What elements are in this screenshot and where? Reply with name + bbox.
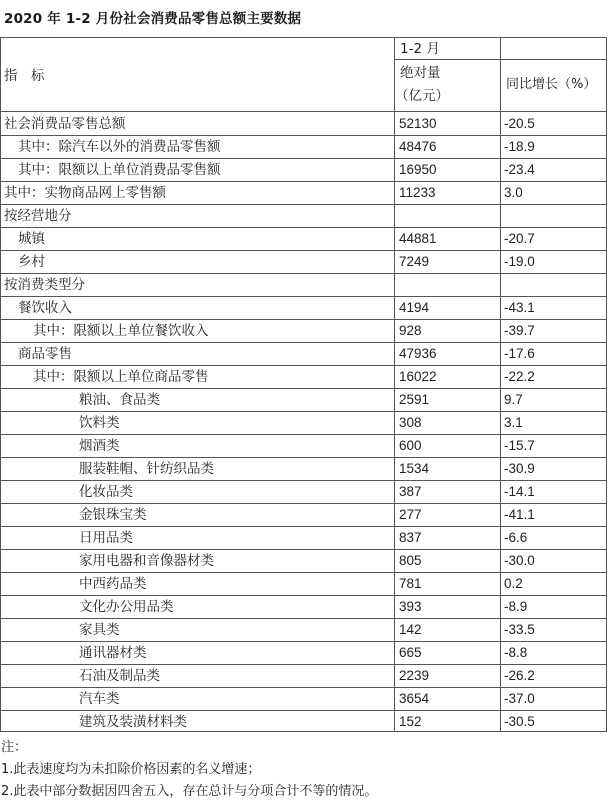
row-value: 152 [399, 714, 422, 729]
page-title: 2020 年 1-2 月份社会消费品零售总额主要数据 [4, 11, 302, 27]
row-growth: 3.0 [504, 185, 523, 200]
row-value: 781 [399, 576, 422, 591]
header-growth: 同比增长（%） [506, 77, 597, 92]
row-value: 387 [399, 484, 422, 499]
row-divider [1, 687, 606, 688]
row-growth: -43.1 [504, 300, 535, 315]
row-label: 化妆品类 [79, 484, 133, 500]
data-table [0, 37, 607, 732]
row-label: 餐饮收入 [18, 300, 72, 316]
row-divider [1, 434, 606, 435]
row-growth: -23.4 [504, 162, 535, 177]
row-divider [1, 549, 606, 550]
row-growth: -20.5 [504, 116, 535, 131]
row-value: 277 [399, 507, 422, 522]
row-label: 商品零售 [18, 346, 72, 362]
row-growth: -41.1 [504, 507, 535, 522]
row-growth: -15.7 [504, 438, 535, 453]
header-absolute: 绝对量 [400, 65, 441, 81]
row-label: 日用品类 [79, 530, 133, 546]
note-item: 1.此表速度均为未扣除价格因素的名义增速； [1, 762, 261, 777]
row-growth: -39.7 [504, 323, 535, 338]
row-label: 粮油、食品类 [79, 392, 160, 408]
row-growth: -30.5 [504, 714, 535, 729]
row-value: 2239 [399, 668, 430, 683]
row-growth: -33.5 [504, 622, 535, 637]
row-divider [1, 250, 606, 251]
row-growth: -18.9 [504, 139, 535, 154]
row-divider [1, 618, 606, 619]
row-value: 44881 [399, 231, 437, 246]
row-growth: 9.7 [504, 392, 523, 407]
row-divider [1, 227, 606, 228]
row-value: 393 [399, 599, 422, 614]
column-divider [500, 38, 501, 731]
row-divider [1, 572, 606, 573]
row-label: 其中：除汽车以外的消费品零售额 [18, 139, 221, 155]
row-growth: 3.1 [504, 415, 523, 430]
notes [1, 737, 377, 803]
row-divider [1, 135, 606, 136]
row-growth: -17.6 [504, 346, 535, 361]
row-growth: -6.6 [504, 530, 528, 545]
row-label: 家具类 [79, 622, 120, 638]
row-divider [1, 204, 606, 205]
row-divider [1, 388, 606, 389]
row-divider [1, 365, 606, 366]
row-label: 文化办公用品类 [79, 599, 174, 615]
row-growth: -8.9 [504, 599, 528, 614]
row-value: 4194 [399, 300, 430, 315]
row-divider [1, 595, 606, 596]
header-bottom-line [1, 111, 606, 112]
column-divider [394, 38, 395, 731]
row-label: 其中：限额以上单位餐饮收入 [33, 323, 209, 339]
row-label: 乡村 [18, 254, 45, 270]
row-growth: 0.2 [504, 576, 523, 591]
row-value: 47936 [399, 346, 437, 361]
row-divider [1, 296, 606, 297]
row-value: 2591 [399, 392, 430, 407]
row-label: 社会消费品零售总额 [4, 116, 126, 132]
row-divider [1, 319, 606, 320]
row-divider [1, 641, 606, 642]
row-value: 805 [399, 553, 422, 568]
row-label: 中西药品类 [79, 576, 147, 592]
row-growth: -30.0 [504, 553, 535, 568]
row-label: 城镇 [18, 231, 45, 247]
row-value: 142 [399, 622, 422, 637]
row-label: 石油及制品类 [79, 668, 160, 684]
row-growth: -26.2 [504, 668, 535, 683]
row-label: 家用电器和音像器材类 [79, 553, 214, 569]
row-growth: -22.2 [504, 369, 535, 384]
row-growth: -30.9 [504, 461, 535, 476]
row-label: 通讯器材类 [79, 645, 147, 661]
row-label: 按经营地分 [4, 208, 72, 224]
row-value: 928 [399, 323, 422, 338]
row-value: 600 [399, 438, 422, 453]
notes-heading: 注： [1, 740, 28, 755]
header-absolute-unit: （亿元） [395, 88, 449, 104]
row-value: 1534 [399, 461, 430, 476]
row-label: 烟酒类 [79, 438, 120, 454]
row-growth: -20.7 [504, 231, 535, 246]
row-divider [1, 273, 606, 274]
row-divider [1, 158, 606, 159]
row-value: 308 [399, 415, 422, 430]
header-period: 1-2 月 [400, 41, 440, 57]
row-label: 按消费类型分 [4, 277, 85, 293]
row-growth: -19.0 [504, 254, 535, 269]
row-value: 3654 [399, 691, 430, 706]
row-divider [1, 503, 606, 504]
header-divider [395, 59, 606, 60]
row-value: 11233 [399, 185, 436, 200]
row-divider [1, 664, 606, 665]
row-label: 饮料类 [79, 415, 120, 431]
row-label: 汽车类 [79, 691, 120, 707]
row-label: 建筑及装潢材料类 [79, 714, 187, 730]
row-divider [1, 342, 606, 343]
row-value: 16022 [399, 369, 437, 384]
row-divider [1, 181, 606, 182]
row-label: 其中：实物商品网上零售额 [4, 185, 166, 201]
row-value: 16950 [399, 162, 437, 177]
note-item: 2.此表中部分数据因四舍五入，存在总计与分项合计不等的情况。 [1, 784, 378, 799]
row-value: 7249 [399, 254, 430, 269]
row-value: 48476 [399, 139, 437, 154]
row-growth: -37.0 [504, 691, 535, 706]
header-indicator: 指 标 [4, 68, 45, 84]
row-growth: -8.8 [504, 645, 528, 660]
row-label: 其中：限额以上单位消费品零售额 [18, 162, 221, 178]
row-divider [1, 526, 606, 527]
row-label: 金银珠宝类 [79, 507, 147, 523]
row-label: 其中：限额以上单位商品零售 [33, 369, 209, 385]
row-value: 665 [399, 645, 422, 660]
row-divider [1, 457, 606, 458]
row-value: 837 [399, 530, 422, 545]
row-divider [1, 710, 606, 711]
row-growth: -14.1 [504, 484, 535, 499]
row-value: 52130 [399, 116, 437, 131]
row-label: 服装鞋帽、针纺织品类 [79, 461, 214, 477]
row-divider [1, 480, 606, 481]
row-divider [1, 411, 606, 412]
